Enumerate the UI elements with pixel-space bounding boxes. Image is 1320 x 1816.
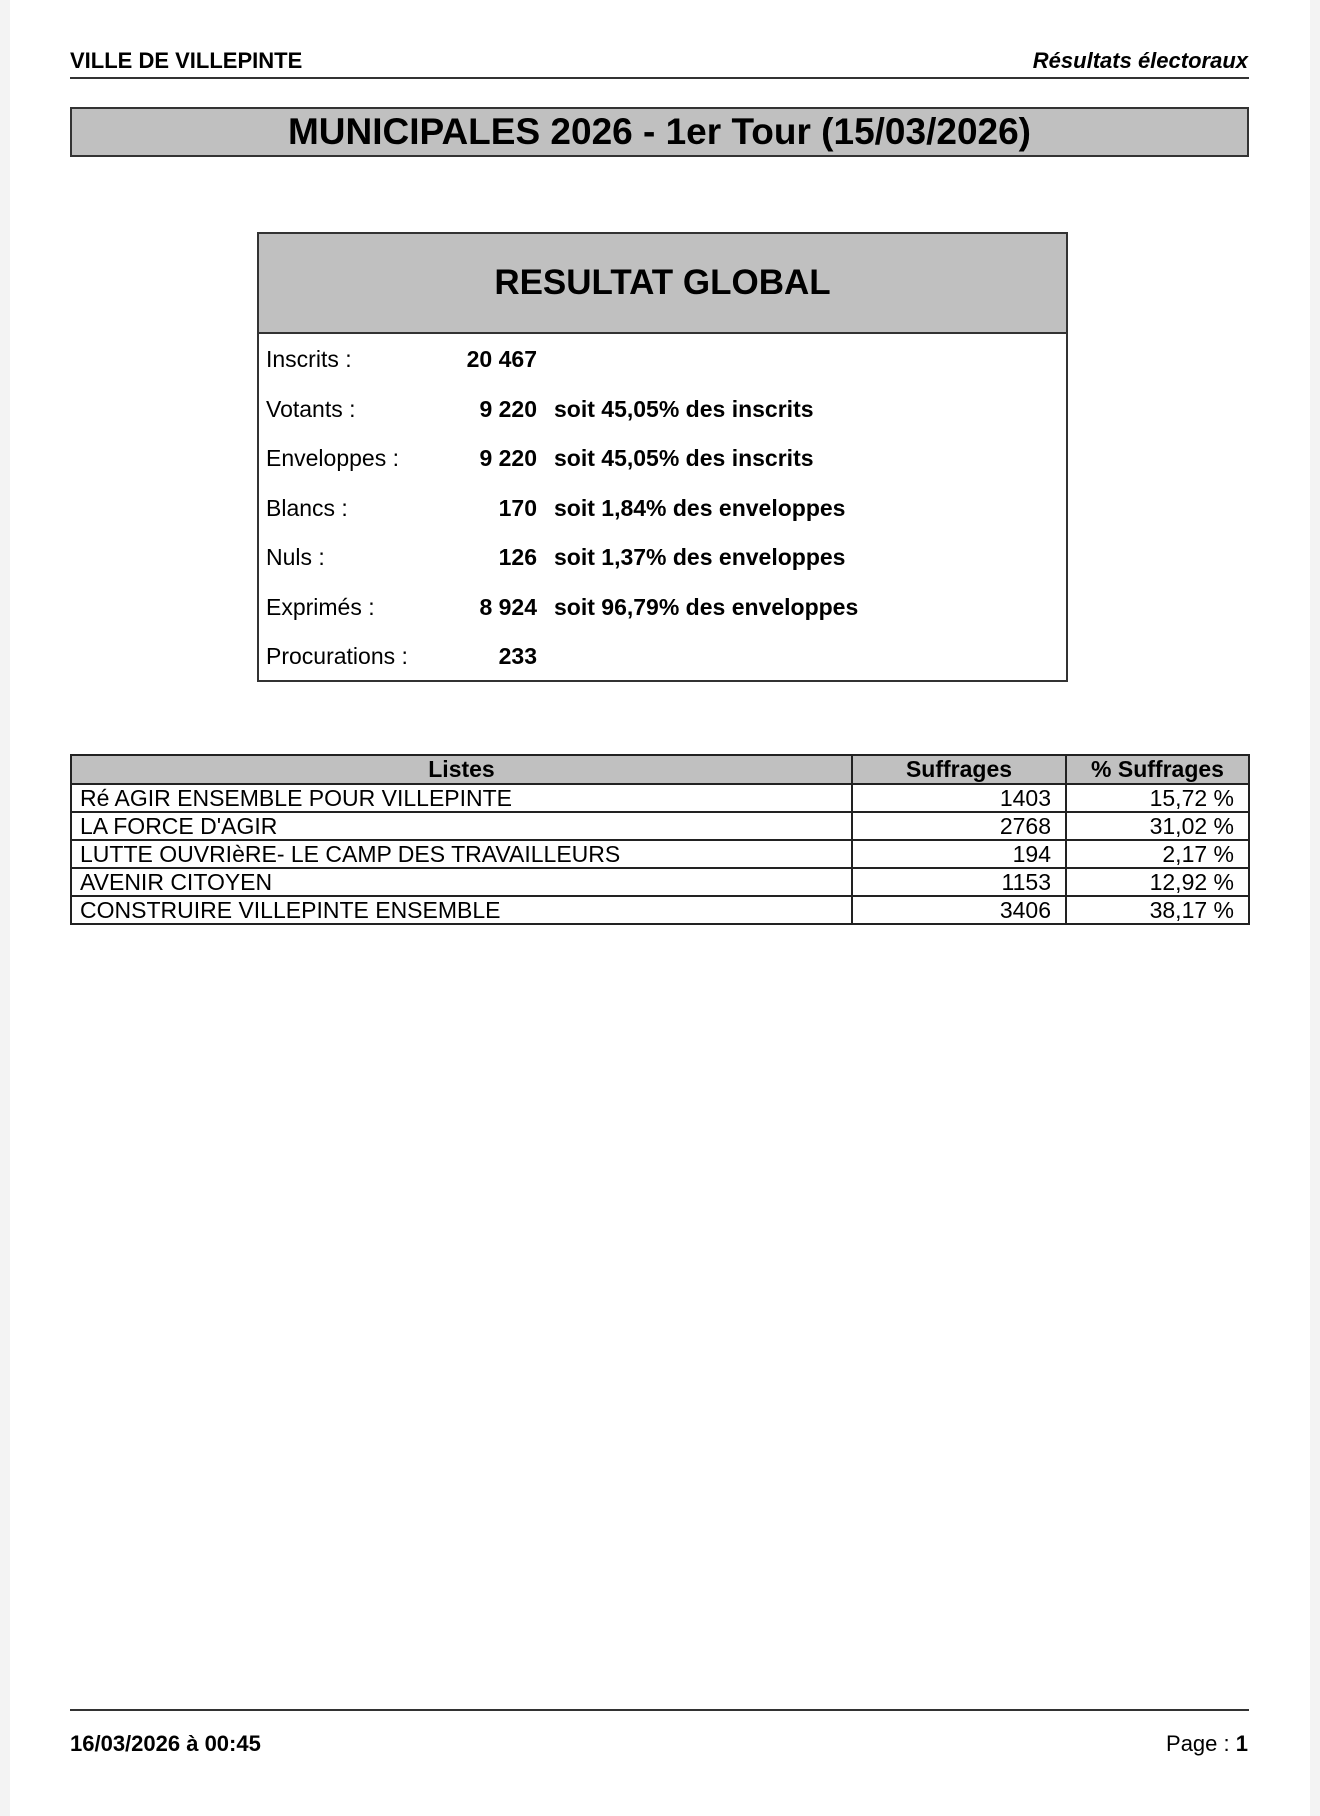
suffrages-value: 1153 [852,868,1066,896]
stat-label: Blancs : [266,494,348,521]
header-divider [70,77,1249,79]
column-header-listes: Listes [71,755,852,784]
stat-percent: soit 1,37% des enveloppes [554,544,846,570]
liste-name: CONSTRUIRE VILLEPINTE ENSEMBLE [71,896,852,924]
stat-value: 126 [498,544,537,570]
stat-label: Exprimés : [266,593,375,620]
results-table [70,754,1250,925]
stat-row-votants [259,384,1066,434]
table-row [71,840,1249,868]
global-results-box [257,232,1068,682]
suffrages-value: 1403 [852,784,1066,812]
suffrages-value: 2768 [852,812,1066,840]
suffrages-percent: 31,02 % [1066,812,1249,840]
city-name: VILLE DE VILLEPINTE [70,48,303,73]
suffrages-percent: 15,72 % [1066,784,1249,812]
footer-divider [70,1709,1249,1711]
page-indicator [1166,1731,1248,1757]
table-header-row [71,755,1249,784]
stat-value: 9 220 [479,445,537,471]
stat-percent: soit 96,79% des enveloppes [554,593,859,620]
global-stats [259,334,1066,681]
stat-percent: soit 45,05% des inscrits [554,445,814,471]
page-number: 1 [1235,1731,1248,1756]
election-title: MUNICIPALES 2026 - 1er Tour (15/03/2026) [70,107,1249,157]
stat-value: 20 467 [466,346,537,372]
stat-row-inscrits [259,334,1066,384]
stat-value: 9 220 [479,395,537,422]
stat-label: Enveloppes : [266,445,399,471]
suffrages-percent: 38,17 % [1066,896,1249,924]
liste-name: Ré AGIR ENSEMBLE POUR VILLEPINTE [71,784,852,812]
column-header-suffrages: Suffrages [852,755,1066,784]
print-timestamp: 16/03/2026 à 00:45 [70,1731,261,1756]
stat-value: 8 924 [479,593,537,620]
stat-row-blancs [259,483,1066,533]
liste-name: LUTTE OUVRIèRE- LE CAMP DES TRAVAILLEURS [71,840,852,868]
stat-value: 170 [498,494,537,521]
stat-percent: soit 1,84% des enveloppes [554,494,846,521]
suffrages-percent: 2,17 % [1066,840,1249,868]
stat-label: Inscrits : [266,346,352,372]
liste-name: LA FORCE D'AGIR [71,812,852,840]
page-label: Page : [1166,1731,1230,1756]
suffrages-value: 194 [852,840,1066,868]
stat-value: 233 [498,643,537,669]
stat-row-procurations [259,631,1066,681]
document-type: Résultats électoraux [1032,48,1248,73]
global-results-heading: RESULTAT GLOBAL [259,234,1066,334]
stat-label: Procurations : [266,643,408,669]
table-row [71,784,1249,812]
suffrages-percent: 12,92 % [1066,868,1249,896]
table-row [71,896,1249,924]
table-row [71,868,1249,896]
liste-name: AVENIR CITOYEN [71,868,852,896]
stat-row-exprimes [259,582,1066,632]
stat-label: Nuls : [266,544,325,570]
stat-label: Votants : [266,395,356,422]
stat-row-enveloppes [259,433,1066,483]
table-row [71,812,1249,840]
stat-row-nuls [259,532,1066,582]
suffrages-value: 3406 [852,896,1066,924]
stat-percent: soit 45,05% des inscrits [554,395,814,422]
document-page [10,0,1310,1816]
column-header-pct-suffrages: % Suffrages [1066,755,1249,784]
